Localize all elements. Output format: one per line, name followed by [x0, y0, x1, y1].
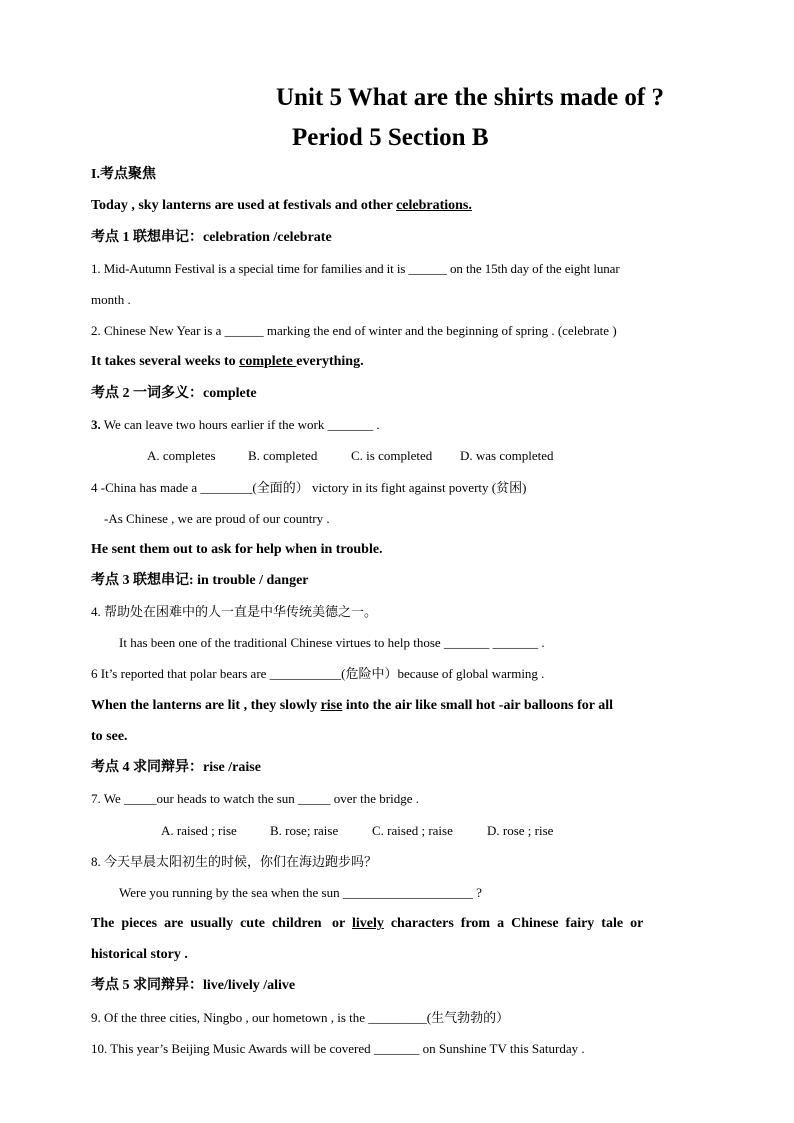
key-sentence-4-post: into the air like small hot -air balloons for all [342, 698, 614, 713]
question-4: 4 -China has made a ________(全面的） victory in its fight against poverty (贫困) [91, 480, 527, 495]
question-5: 4. 帮助处在困难中的人一直是中华传统美德之一。 [91, 604, 378, 619]
q7-option-c: C. raised ; raise [372, 823, 453, 838]
key-sentence-4-pre: When the lanterns are lit , they slowly [91, 698, 321, 713]
key-sentence-2-pre: It takes several weeks to [91, 354, 240, 369]
question-3 [91, 416, 702, 434]
q3-option-b: B. completed [248, 448, 318, 463]
key-sentence-5 [91, 915, 702, 933]
question-1-line-1: 1. Mid-Autumn Festival is a special time for families and it is ______ on the 15th day of the eight lunar [91, 261, 620, 276]
question-7: 7. We _____our heads to watch the sun _____ over the bridge . [91, 791, 419, 806]
section-heading: I.考点聚焦 [91, 167, 156, 182]
key-sentence-4-line-2: to see. [91, 729, 128, 744]
period-title: Period 5 Section B [292, 124, 489, 151]
point-5-heading: 考点 5 求同辩异：live/lively /alive [91, 978, 296, 993]
question-1-line-2: month . [91, 292, 131, 307]
question-5-english: It has been one of the traditional Chinese virtues to help those _______ _______ . [119, 635, 545, 650]
question-10: 10. This year’s Beijing Music Awards will be covered _______ on Sunshine TV this Saturday . [91, 1041, 585, 1056]
q3-option-c: C. is completed [351, 448, 433, 463]
key-word-rise: rise [320, 698, 343, 713]
key-sentence-2-post: everything. [296, 354, 364, 369]
key-sentence-3: He sent them out to ask for help when in trouble. [91, 542, 383, 557]
question-8: 8. 今天早晨太阳初生的时候，你们在海边跑步吗？ [91, 854, 378, 869]
key-sentence-5-line-2: historical story . [91, 947, 188, 962]
q3-option-d: D. was completed [460, 448, 554, 463]
unit-title: Unit 5 What are the shirts made of ? [276, 84, 664, 111]
key-sentence-2 [91, 353, 702, 371]
question-4-response: -As Chinese , we are proud of our country . [104, 511, 330, 526]
point-2-heading: 考点 2 一词多义：complete [91, 386, 257, 401]
key-word-complete: complete [239, 354, 297, 369]
question-3-number: 3. [91, 417, 101, 432]
question-6: 6 It’s reported that polar bears are ___________(危险中）because of global warming . [91, 666, 545, 681]
key-word-lively: lively [351, 916, 384, 931]
question-8-english: Were you running by the sea when the sun ____________________ ? [119, 885, 482, 900]
point-1-heading: 考点 1 联想串记：celebration /celebrate [91, 230, 332, 245]
point-4-heading: 考点 4 求同辩异：rise /raise [91, 760, 261, 775]
key-sentence-1-text: Today , sky lanterns are used at festivals and other [91, 198, 397, 213]
q7-option-b: B. rose; raise [270, 823, 339, 838]
question-9: 9. Of the three cities, Ningbo , our hometown , is the _________(生气勃勃的） [91, 1010, 510, 1025]
point-3-heading: 考点 3 联想串记: in trouble / danger [91, 573, 309, 588]
q3-option-a: A. completes [147, 448, 216, 463]
key-sentence-5-post: characters from a Chinese fairy tale or [383, 916, 644, 931]
q7-option-a: A. raised ; rise [161, 823, 237, 838]
key-word-celebrations: celebrations. [396, 198, 472, 213]
question-3-text: We can leave two hours earlier if the work _______ . [100, 417, 380, 432]
question-2: 2. Chinese New Year is a ______ marking the end of winter and the beginning of spring . (celebrate ) [91, 323, 617, 338]
key-sentence-5-pre: The pieces are usually cute children or [91, 916, 352, 931]
key-sentence-4 [91, 697, 702, 715]
q7-option-d: D. rose ; rise [487, 823, 554, 838]
key-sentence-1 [91, 197, 702, 215]
